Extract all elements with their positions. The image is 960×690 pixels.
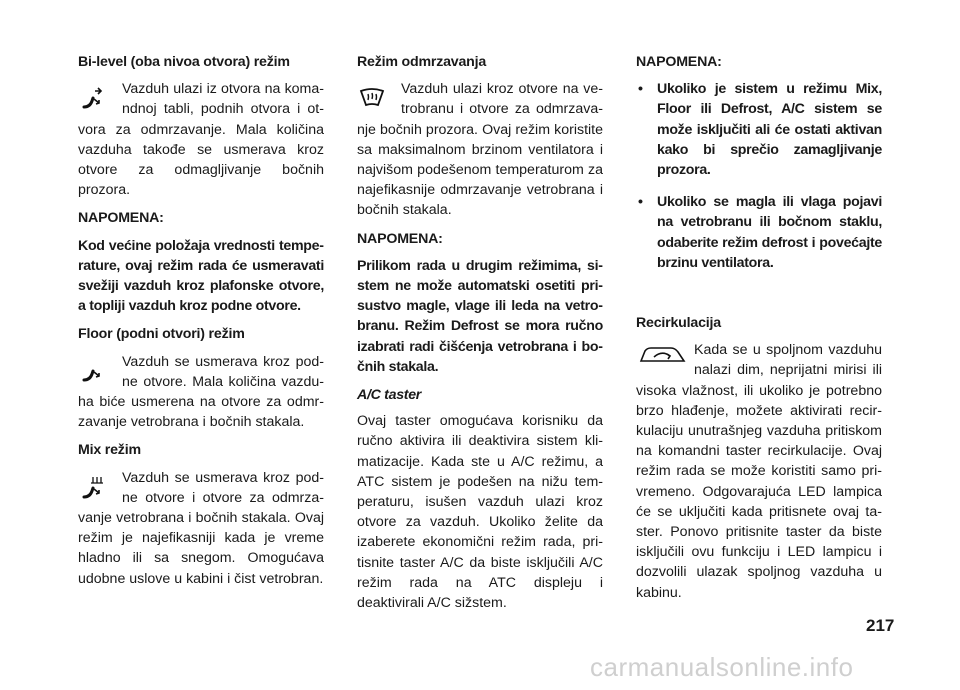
bilevel-text: Vazduh ulazi iz otvora na komandnoj tabli, podnih otvora i otvora za odmrzavanje. Mala količina vazduha takođe se usmerava kroz otvore za odmagljivanje bočnih prozora. (78, 81, 324, 199)
mix-text: Vazduh se usmerava kroz podne otvore i otvore za odmrzavanje vetrobrana i bočnih stakala. Ovaj režim je najefikasniji kada je vreme hladno ili sa snegom. Omogućava udobne uslove u kabini i čist vetrobran. (78, 469, 324, 587)
mix-mode-icon (78, 468, 122, 508)
column-left (78, 52, 324, 597)
recirculation-icon (636, 340, 694, 380)
paragraph-floor (78, 352, 324, 433)
heading-defrost: Režim odmrzavanja (357, 54, 487, 70)
bilevel-mode-icon (78, 79, 122, 119)
heading-recirculation: Recirkulacija (636, 315, 721, 332)
list-item: • Ukoliko je sistem u režimu Mix, Floor ili Defrost, A/C sistem se može isključiti ali će ostati aktivan kako bi sprečio zamagljivanje prozora. (636, 79, 882, 180)
page-number: 217 (866, 616, 895, 635)
column-right (636, 52, 882, 611)
watermark: carmanualsonline.info (590, 652, 854, 682)
note-text: Prilikom rada u drugim režimima, sistem ne može automatski osetiti prisustvo magle, vlage ili leda na vetrobranu. Režim Defrost se mora ručno izabrati radi čišćenja vetrobrana i bočnih stakala. (357, 257, 603, 375)
note-text: Kod većine položaja vrednosti temperature, ovaj režim rada će usmeravati svežiji vazduh kroz plafonske otvore, a topliji vazduh kroz podne otvore. (78, 237, 324, 315)
defrost-text: Vazduh ulazi kroz otvore na vetrobranu i otvore za odmrzavanje bočnih prozora. Ovaj režim koristite sa maksimalnom brzinom ventilatora i najvišom podešenom temperaturom za najefikasnije odmrzavanje vetrobrana i bočnih stakala. (357, 81, 603, 219)
paragraph-mix (78, 468, 324, 589)
heading-ac-button: A/C taster (357, 387, 422, 404)
defrost-mode-icon (357, 79, 401, 119)
note-list (636, 79, 882, 273)
heading-floor: Floor (podni otvori) režim (78, 326, 245, 343)
note-title: NAPOMENA: (636, 54, 722, 70)
note-title: NAPOMENA: (357, 230, 443, 247)
heading-mix: Mix režim (78, 442, 141, 459)
ac-text: Ovaj taster omogućava korisniku da ručno aktivira ili deaktivira sistem klimatizacije. Kada ste u A/C režimu, a ATC sistem je podešen na nižu temperaturu, isušen vazduh ulazi kroz otvore za vazduh. Ukoliko želite da izaberete ekonomični režim rada, pritisnite taster A/C da biste isključili A/C režim rada na ATC displeju i deaktivirali A/C sižstem. (357, 413, 603, 612)
floor-mode-icon (78, 352, 122, 392)
paragraph-bilevel (78, 79, 324, 200)
list-item: • Ukoliko se magla ili vlaga pojavi na vetrobranu ili bočnom staklu, odaberite režim defrost i povećajte brzinu ventilatora. (636, 192, 882, 273)
paragraph-defrost (357, 79, 603, 220)
paragraph-recirculation (636, 340, 882, 603)
note-title: NAPOMENA: (78, 210, 164, 227)
heading-bilevel: Bi-level (oba nivoa otvora) režim (78, 54, 290, 70)
column-middle (357, 52, 603, 621)
floor-text: Vazduh se usmerava kroz podne otvore. Mala količina vazduha biće usmerena na otvore za odmrzavanje vetrobrana i bočnih stakala. (78, 353, 324, 431)
recirculation-text: Kada se u spoljnom vazduhu nalazi dim, neprijatni mirisi ili visoka vlažnost, ili ukoliko je potrebno brzo hlađenje, možete aktivirati recirkulaciju unutrašnjeg vazduha pritiskom na komandni taster recirkulacije. Ovaj režim rada se može koristiti samo privremeno. Odgovarajuća LED lampica će se uključiti kada pritisnete ovaj taster. Ponovo pritisnite taster da biste isključili ovu funkciju i LED lampicu i dozvolili ulazak spoljnog vazduha u kabinu. (636, 342, 882, 601)
